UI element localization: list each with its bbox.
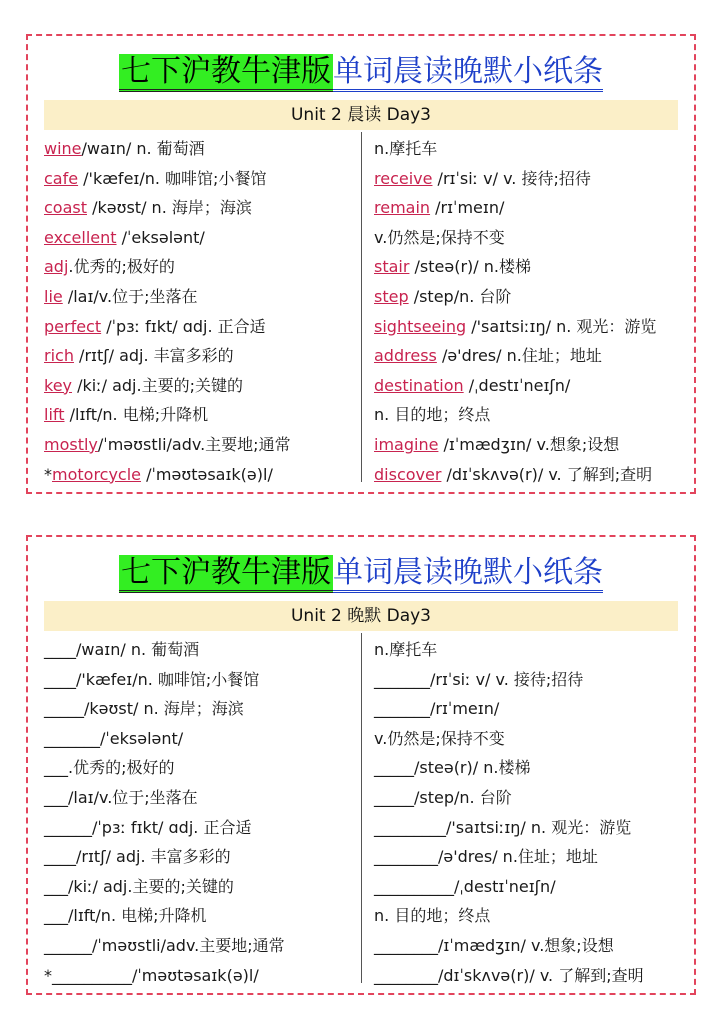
dictation-line: ____/'kæfeɪ/n. 咖啡馆;小餐馆 bbox=[44, 669, 260, 689]
vocab-word: receive bbox=[374, 168, 433, 188]
vocab-definition: /laɪ/v.位于;坐落在 bbox=[62, 286, 198, 306]
vocab-word: excellent bbox=[44, 227, 117, 247]
dictation-line: _______/rɪˈmeɪn/ bbox=[374, 699, 500, 719]
vocab-definition: /ˈməʊtəsaɪk(ə)l/ bbox=[141, 464, 273, 484]
vocab-definition: /step/n. 台阶 bbox=[408, 286, 512, 306]
vocab-definition: /rɪˈsiː v/ v. 接待;招待 bbox=[432, 168, 591, 188]
vocab-word: destination bbox=[374, 375, 464, 395]
dictation-line: ______/ˈpɜː fɪkt/ ɑdj. 正合适 bbox=[44, 817, 252, 837]
vocab-definition: /ˈməʊstli/adv.主要地;通常 bbox=[97, 434, 291, 454]
vocab-definition: /dɪˈskʌvə(r)/ v. 了解到;查明 bbox=[441, 464, 653, 484]
vocab-word: remain bbox=[374, 198, 431, 218]
dictation-line: ______/ˈməʊstli/adv.主要地;通常 bbox=[44, 935, 285, 955]
vocab-line bbox=[44, 134, 358, 164]
vocab-line bbox=[44, 223, 358, 253]
vocab-definition: n. 目的地；终点 bbox=[374, 405, 491, 425]
unit-label: Unit 2 晨读 Day3 bbox=[44, 100, 678, 130]
dictation-line: _______/ˈeksələnt/ bbox=[44, 728, 184, 748]
card-title bbox=[28, 50, 694, 94]
vocab-line bbox=[374, 460, 688, 490]
dictation-column-left bbox=[44, 635, 358, 990]
vocab-line bbox=[374, 193, 688, 223]
vocab-word: mostly bbox=[44, 434, 98, 454]
column-divider bbox=[361, 132, 362, 482]
dictation-line: ________/ə'dres/ n.住址；地址 bbox=[374, 847, 598, 867]
vocab-definition: /kiː/ adj.主要的;关键的 bbox=[72, 375, 243, 395]
vocab-definition: /rɪˈmeɪn/ bbox=[430, 198, 505, 218]
column-divider bbox=[361, 633, 362, 983]
vocab-word: rich bbox=[44, 346, 74, 366]
vocab-line bbox=[374, 252, 688, 282]
vocab-line bbox=[374, 134, 688, 164]
vocab-word: coast bbox=[44, 198, 87, 218]
vocab-word: cafe bbox=[44, 168, 79, 188]
dictation-line: ________/ɪˈmædʒɪn/ v.想象;设想 bbox=[374, 935, 614, 955]
vocab-word: sightseeing bbox=[374, 316, 467, 336]
vocab-line bbox=[374, 341, 688, 371]
vocab-line bbox=[44, 252, 358, 282]
vocab-definition: /lɪft/n. 电梯;升降机 bbox=[64, 405, 209, 425]
vocab-line bbox=[44, 341, 358, 371]
dictation-line: n. 目的地；终点 bbox=[374, 906, 491, 926]
title-highlight: 七下沪教牛津版 bbox=[119, 54, 333, 92]
vocab-word: wine bbox=[44, 139, 82, 158]
vocab-definition: n.摩托车 bbox=[374, 139, 438, 158]
vocab-definition: /ˌdestɪˈneɪʃn/ bbox=[463, 375, 571, 395]
vocab-definition: /rɪtʃ/ adj. 丰富多彩的 bbox=[73, 346, 234, 366]
dictation-line: ___/kiː/ adj.主要的;关键的 bbox=[44, 876, 234, 896]
vocab-line bbox=[374, 371, 688, 401]
vocab-word: adj bbox=[44, 257, 69, 277]
vocab-definition: /waɪn/ n. 葡萄酒 bbox=[81, 139, 205, 158]
dictation-line: _______/rɪˈsiː v/ v. 接待;招待 bbox=[374, 669, 584, 689]
vocab-definition: /ˈeksələnt/ bbox=[116, 227, 205, 247]
evening-dictation-card bbox=[26, 535, 696, 995]
dictation-line: ____/waɪn/ n. 葡萄酒 bbox=[44, 640, 200, 659]
vocab-word: lie bbox=[44, 286, 63, 306]
dictation-line: _____/steə(r)/ n.楼梯 bbox=[374, 758, 531, 778]
dictation-line: v.仍然是;保持不变 bbox=[374, 728, 505, 748]
vocab-definition: /steə(r)/ n.楼梯 bbox=[409, 257, 531, 277]
morning-reading-card bbox=[26, 34, 696, 494]
vocab-line bbox=[374, 430, 688, 460]
vocab-word: perfect bbox=[44, 316, 102, 336]
dictation-line: n.摩托车 bbox=[374, 640, 438, 659]
vocab-word: lift bbox=[44, 405, 65, 425]
vocab-definition: /'kæfeɪ/n. 咖啡馆;小餐馆 bbox=[78, 168, 267, 188]
title-highlight: 七下沪教牛津版 bbox=[119, 555, 333, 593]
dictation-line: ____/rɪtʃ/ adj. 丰富多彩的 bbox=[44, 847, 231, 867]
vocab-line bbox=[44, 282, 358, 312]
title-rest: 单词晨读晚默小纸条 bbox=[333, 54, 603, 92]
vocab-definition: /ə'dres/ n.住址；地址 bbox=[436, 346, 602, 366]
vocab-line bbox=[374, 400, 688, 430]
vocab-line bbox=[44, 400, 358, 430]
vocab-column-right bbox=[374, 134, 688, 489]
vocab-line bbox=[44, 164, 358, 194]
vocab-word: step bbox=[374, 286, 409, 306]
asterisk-mark: * bbox=[44, 464, 52, 484]
vocab-word: motorcycle bbox=[52, 464, 142, 484]
card-title bbox=[28, 551, 694, 595]
unit-label: Unit 2 晚默 Day3 bbox=[44, 601, 678, 631]
dictation-line: ___.优秀的;极好的 bbox=[44, 758, 175, 778]
dictation-line: __________/ˌdestɪˈneɪʃn/ bbox=[374, 876, 556, 896]
vocab-line bbox=[374, 282, 688, 312]
vocab-word: imagine bbox=[374, 434, 439, 454]
vocab-word: address bbox=[374, 346, 437, 366]
vocab-definition: /kəʊst/ n. 海岸；海滨 bbox=[87, 198, 252, 218]
vocab-line bbox=[44, 193, 358, 223]
dictation-line: ________/dɪˈskʌvə(r)/ v. 了解到;查明 bbox=[374, 965, 644, 985]
vocab-line bbox=[374, 223, 688, 253]
vocab-word: stair bbox=[374, 257, 410, 277]
dictation-line: ___/lɪft/n. 电梯;升降机 bbox=[44, 906, 207, 926]
dictation-column-right bbox=[374, 635, 688, 990]
dictation-line: ___/laɪ/v.位于;坐落在 bbox=[44, 787, 198, 807]
dictation-line: _____/step/n. 台阶 bbox=[374, 787, 512, 807]
dictation-line: _____/kəʊst/ n. 海岸；海滨 bbox=[44, 699, 244, 719]
title-rest: 单词晨读晚默小纸条 bbox=[333, 555, 603, 593]
vocab-definition: v.仍然是;保持不变 bbox=[374, 227, 505, 247]
vocab-line bbox=[374, 164, 688, 194]
vocab-line bbox=[374, 312, 688, 342]
vocab-word: key bbox=[44, 375, 73, 395]
vocab-line bbox=[44, 460, 358, 490]
vocab-line bbox=[44, 430, 358, 460]
vocab-column-left bbox=[44, 134, 358, 489]
vocab-definition: /ˈpɜː fɪkt/ ɑdj. 正合适 bbox=[101, 316, 266, 336]
vocab-definition: .优秀的;极好的 bbox=[68, 257, 175, 277]
vocab-line bbox=[44, 312, 358, 342]
vocab-line bbox=[44, 371, 358, 401]
vocab-definition: /'saɪtsiːɪŋ/ n. 观光：游览 bbox=[466, 316, 657, 336]
dictation-line: *__________/ˈməʊtəsaɪk(ə)l/ bbox=[44, 965, 259, 985]
vocab-definition: /ɪˈmædʒɪn/ v.想象;设想 bbox=[438, 434, 620, 454]
dictation-line: _________/'saɪtsiːɪŋ/ n. 观光：游览 bbox=[374, 817, 632, 837]
vocab-word: discover bbox=[374, 464, 442, 484]
